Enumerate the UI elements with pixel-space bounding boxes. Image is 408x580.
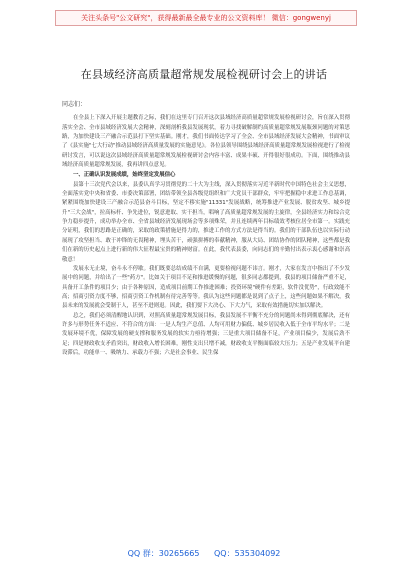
footer — [0, 548, 408, 559]
footer-qq: QQ：535304092 — [214, 549, 281, 558]
section-heading: 一、正确认识发展成绩，始终坚定发展信心 — [73, 172, 176, 179]
body-paragraph: 县第十三次党代会以来，县委认真学习贯彻党的二十大为主线，深入贯彻落实习近平新时代中国特色社会主义思想，全面落实党中央和省委、市委决策部署，团结带领全县各级党组织和广大党员干部群众，牢牢把握稳中求进工作总基调，紧紧围绕加快建设三产融合示范县奋斗目标，坚定不移实施"11331"发展战略，统筹推进产业发展、脱贫攻坚、城乡提升"三大会战"，拉高标杆、争先进位，锐意进取、实干担当，唱响了高质量超常规发展的主旋律，全县经济实力和综合竞争力稳步提升，成功举办全市、全省县域经济发展现场会等多项殊荣，并且连续两年目标绩效考核位居全市第一。实践充分证明，我们的思路是正确的，采取的政策措施是得力的，推进工作的方式方法是得当的。我们的干部队伍也以实际行动展现了攻坚担当、敢于冲锋的无畏精神，埋头苦干，顽强拼搏的奉献精神，服从大局、团结协作的团队精神，这些都是我们在新的历史起点上进行新的伟大征程最宝贵的精神财富。在此，我代表县委，向同志们的辛勤付出表示衷心感谢和崇高敬意！ — [62, 181, 350, 263]
footer-qq-group: QQ 群：30265665 — [127, 549, 200, 558]
page-title: 在县域经济高质量超常规发展检视研讨会上的讲话 — [80, 68, 328, 81]
paragraph-list — [62, 114, 350, 358]
body-paragraph: 发展永无止境，奋斗永不停歇。我们既要总结成绩不自满，更要检视问题不讳言。刚才，大家在发言中指出了不少发展中的问题，并给出了一些"药方"。比如关于项目不足和推进缓慢的问题，很多同志都提到，我县的项目储备严重不足，具备开工条件的项目少；由于各种原因，造成项目前期工作推进困难；投资环境"硬件有差距，软件没优势"，行政效能不高；招商引资力度不够，招商引资工作机制有待完善等等。我认为这些问题都是说到了点子上，这些问题如果不解决，我县未来的发展就会受制于人，甚至不进则退。因此，我们要下大决心、下大力气，采取有效措施切实加以解决。 — [62, 265, 350, 310]
body-paragraph: 总之，我们必须清醒地认识到，对照高质量超常规发展目标，我县发展不平衡不充分的问题尚未得到彻底解决，还有许多与形势任务不适应、不符合的方面：一是人均生产总值、人均可用财力偏低、城乡居民收入低于全市平均水平；二是发展环境不优，保障发展的硬支撑和服务发展的软实力亟待增强；三是重大项目储备不足，产业项目偏少，发展后劲不足；四是财政收支矛盾突出，财政收入增长困难，刚性支出只增不减，财政收支平衡面临较大压力；五是产业发展平台建设滞后，功能单一、吸纳力、承载力不强；六是社会事业、民生保 — [62, 312, 350, 356]
body-paragraph: 在全县上下深入开展主题教育之际，我们在这里专门召开这次县域经济高质量超常规发展检视研讨会，旨在深入贯彻落实全会、全市县域经济发展大会精神，深刻剖析我县发展现状，着力寻找破解制约高质量超常规发展瓶颈问题的对策思路，为加快建设三产融合示范县打下坚实基础。刚才，我们书面传达学习了全会、全市县域经济发展大会精神，书面审议了《县实施"七大行动"推动县域经济高质量发展的实施意见》。各位县领导围绕县域经济高质量超常规发展检视进行了检视研讨发言，可以说这次县域经济高质量超常规发展检视研讨会内容丰富、成果丰硕、开得很好很成功。下面，围绕推动县域经济高质量超常规发展，我再讲四点意见。 — [62, 115, 350, 169]
document-body — [62, 100, 350, 358]
top-banner: 关注头条号"公文研究"，获得最新最全最专业的公文资料库！ 微信：gongwenyj — [55, 10, 357, 26]
salutation: 同志们： — [62, 101, 87, 108]
